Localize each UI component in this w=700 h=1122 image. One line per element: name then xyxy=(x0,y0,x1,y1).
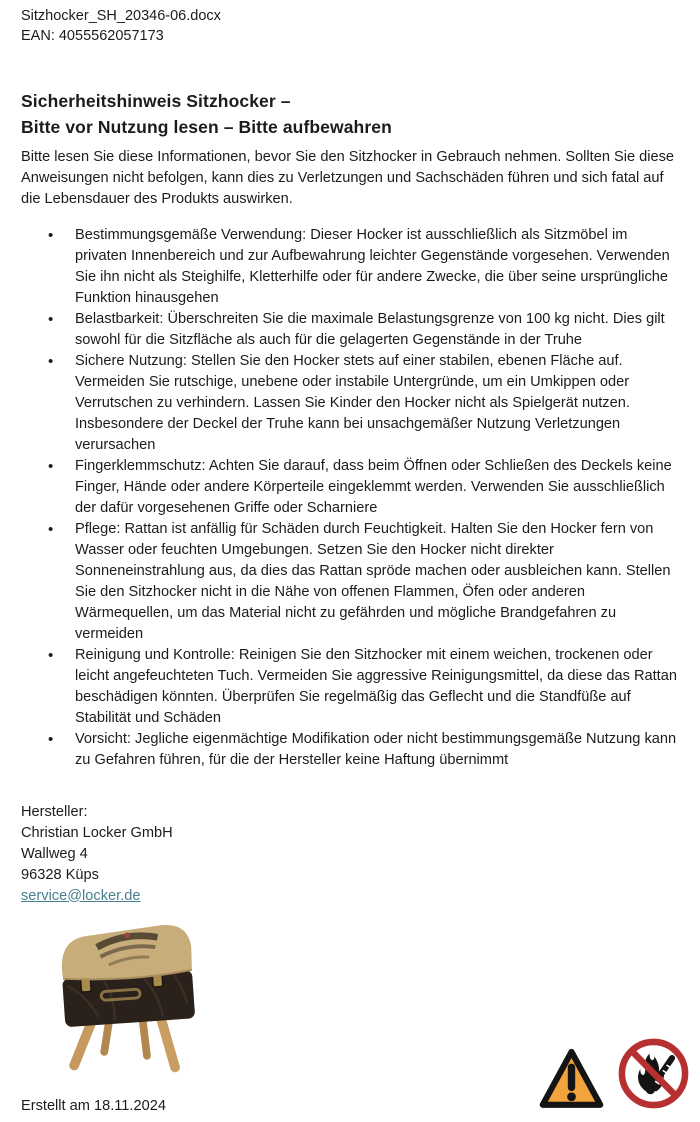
list-item: • Bestimmungsgemäße Verwendung: Dieser Hocker ist ausschließlich als Sitzmöbel im privaten Innenbereich und zur Aufbewahrung leichter Gegenstände vorgesehen. Verwenden Sie ihn nicht als Steighilfe, Kletterhilfe oder für andere Zwecke, die über seine ursprüngliche Funktion hinausgehen xyxy=(75,225,682,309)
list-item: • Reinigung und Kontrolle: Reinigen Sie den Sitzhocker mit einem weichen, trockenen oder leicht angefeuchteten Tuch. Vermeiden Sie aggressive Reinigungsmittel, da diese das Rattan beschädigen könnten. Überprüfen Sie regelmäßig das Geflecht und die Standfüße auf Stabilität und Schäden xyxy=(75,645,682,729)
manufacturer-label: Hersteller: xyxy=(21,803,88,820)
list-item: • Vorsicht: Jegliche eigenmächtige Modifikation oder nicht bestimmungsgemäße Nutzung kann zu Gefahren führen, für die der Hersteller keine Haftung übernimmt xyxy=(75,729,682,771)
manufacturer-name: Christian Locker GmbH xyxy=(21,824,173,841)
document-filename: Sitzhocker_SH_20346-06.docx xyxy=(21,8,221,24)
manufacturer-block xyxy=(21,802,682,907)
creation-date: Erstellt am 18.11.2024 xyxy=(21,1098,166,1114)
ean-number: EAN: 4055562057173 xyxy=(21,28,164,44)
file-header xyxy=(21,6,682,46)
list-item: • Belastbarkeit: Überschreiten Sie die maximale Belastungsgrenze von 100 kg nicht. Dies gilt sowohl für die Sitzfläche als auch für die gelagerten Gegenstände in der Truhe xyxy=(75,309,682,351)
list-item: • Sichere Nutzung: Stellen Sie den Hocker stets auf einer stabilen, ebenen Fläche auf. Vermeiden Sie rutschige, unebene oder instabile Untergründe, um ein Umkippen oder Verrutschen zu verhindern. Lassen Sie Kinder den Hocker nicht als Spielgerät nutzen. Insbesondere der Deckel der Truhe kann bei unsachgemäßer Nutzung Verletzungen verursachen xyxy=(75,351,682,456)
list-item: • Pflege: Rattan ist anfällig für Schäden durch Feuchtigkeit. Halten Sie den Hocker fern von Wasser oder feuchten Umgebungen. Setzen Sie den Hocker nicht direkter Sonneneinstrahlung aus, da dies das Rattan spröde machen oder ausbleichen kann. Stellen Sie den Sitzhocker nicht in die Nähe von offenen Flammen, Öfen oder anderen Wärmequellen, um das Material nicht zu gefährden und mögliche Brandgefahren zu vermeiden xyxy=(75,519,682,645)
page-title-line2: Bitte vor Nutzung lesen – Bitte aufbewahren xyxy=(21,117,392,137)
intro-paragraph: Bitte lesen Sie diese Informationen, bevor Sie den Sitzhocker in Gebrauch nehmen. Sollten Sie diese Anweisungen nicht befolgen, kann dies zu Verletzungen und Sachschäden führen und sich fatal auf die Lebensdauer des Produkts auswirken. xyxy=(21,149,675,207)
page-title xyxy=(21,88,682,140)
no-open-flame-icon xyxy=(615,1035,692,1112)
manufacturer-email-link[interactable]: service@locker.de xyxy=(21,887,141,904)
safety-bullet-list xyxy=(21,225,682,771)
page-title-line1: Sicherheitshinweis Sitzhocker – xyxy=(21,91,291,111)
manufacturer-city: 96328 Küps xyxy=(21,866,99,883)
product-photo-suitcase-stool xyxy=(46,923,211,1075)
manufacturer-street: Wallweg 4 xyxy=(21,845,88,862)
warning-triangle-icon xyxy=(538,1044,605,1112)
list-item: • Fingerklemmschutz: Achten Sie darauf, dass beim Öffnen oder Schließen des Deckels keine Finger, Hände oder andere Körperteile eingeklemmt werden. Verwenden Sie ausschließlich der dafür vorgesehenen Griffe oder Scharniere xyxy=(75,456,682,519)
safety-icons-row xyxy=(538,1032,696,1112)
